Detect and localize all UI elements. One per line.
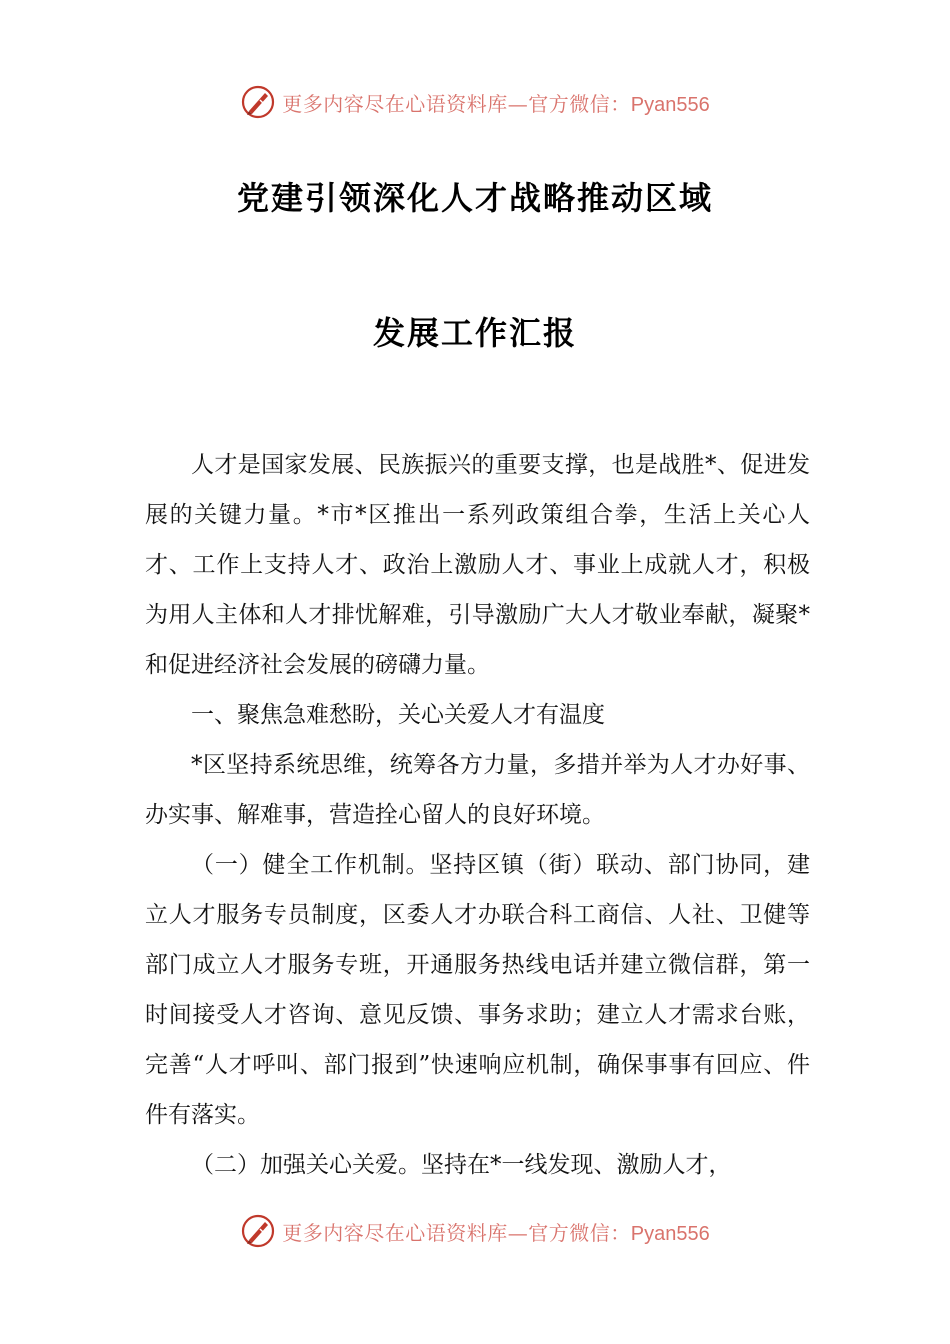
pen-logo-icon: [240, 1213, 276, 1249]
wechat-id: Pyan556: [630, 93, 710, 116]
wechat-id: Pyan556: [630, 1222, 710, 1245]
document-title-line2: 发展工作汇报: [372, 314, 577, 352]
watermark-text: 更多内容尽在心语资料库—官方微信：Pyan556: [282, 1220, 710, 1245]
document-body: [145, 440, 810, 1190]
paragraph-subsection1: （一）健全工作机制。坚持区镇（街）联动、部门协同，建立人才服务专员制度，区委人才办联合科工商信、人社、卫健等部门成立人才服务专班，开通服务热线电话并建立微信群，第一时间接受人才咨询、意见反馈、事务求助；建立人才需求台账，完善“人才呼叫、部门报到”快速响应机制，确保事事有回应、件件有落实。: [145, 852, 810, 1128]
watermark-text: 更多内容尽在心语资料库—官方微信：Pyan556: [282, 91, 710, 116]
watermark-header: [0, 80, 950, 124]
paragraph-section1: *区坚持系统思维，统筹各方力量，多措并举为人才办好事、办实事、解难事，营造拴心留人的良好环境。: [145, 752, 810, 828]
watermark-footer: [0, 1209, 950, 1253]
section-heading-1: 一、聚焦急难愁盼，关心关爱人才有温度: [191, 702, 605, 728]
paragraph-subsection2: （二）加强关心关爱。坚持在*一线发现、激励人才，: [191, 1152, 732, 1178]
paragraph-intro: 人才是国家发展、民族振兴的重要支撑，也是战胜*、促进发展的关键力量。*市*区推出一系列政策组合拳，生活上关心人才、工作上支持人才、政治上激励人才、事业上成就人才，积极为用人主体和人才排忧解难，引导激励广大人才敬业奉献，凝聚*和促进经济社会发展的磅礴力量。: [145, 452, 810, 678]
pen-logo-icon: [240, 84, 276, 120]
document-title-line1: 党建引领深化人才战略推动区域: [236, 179, 713, 217]
